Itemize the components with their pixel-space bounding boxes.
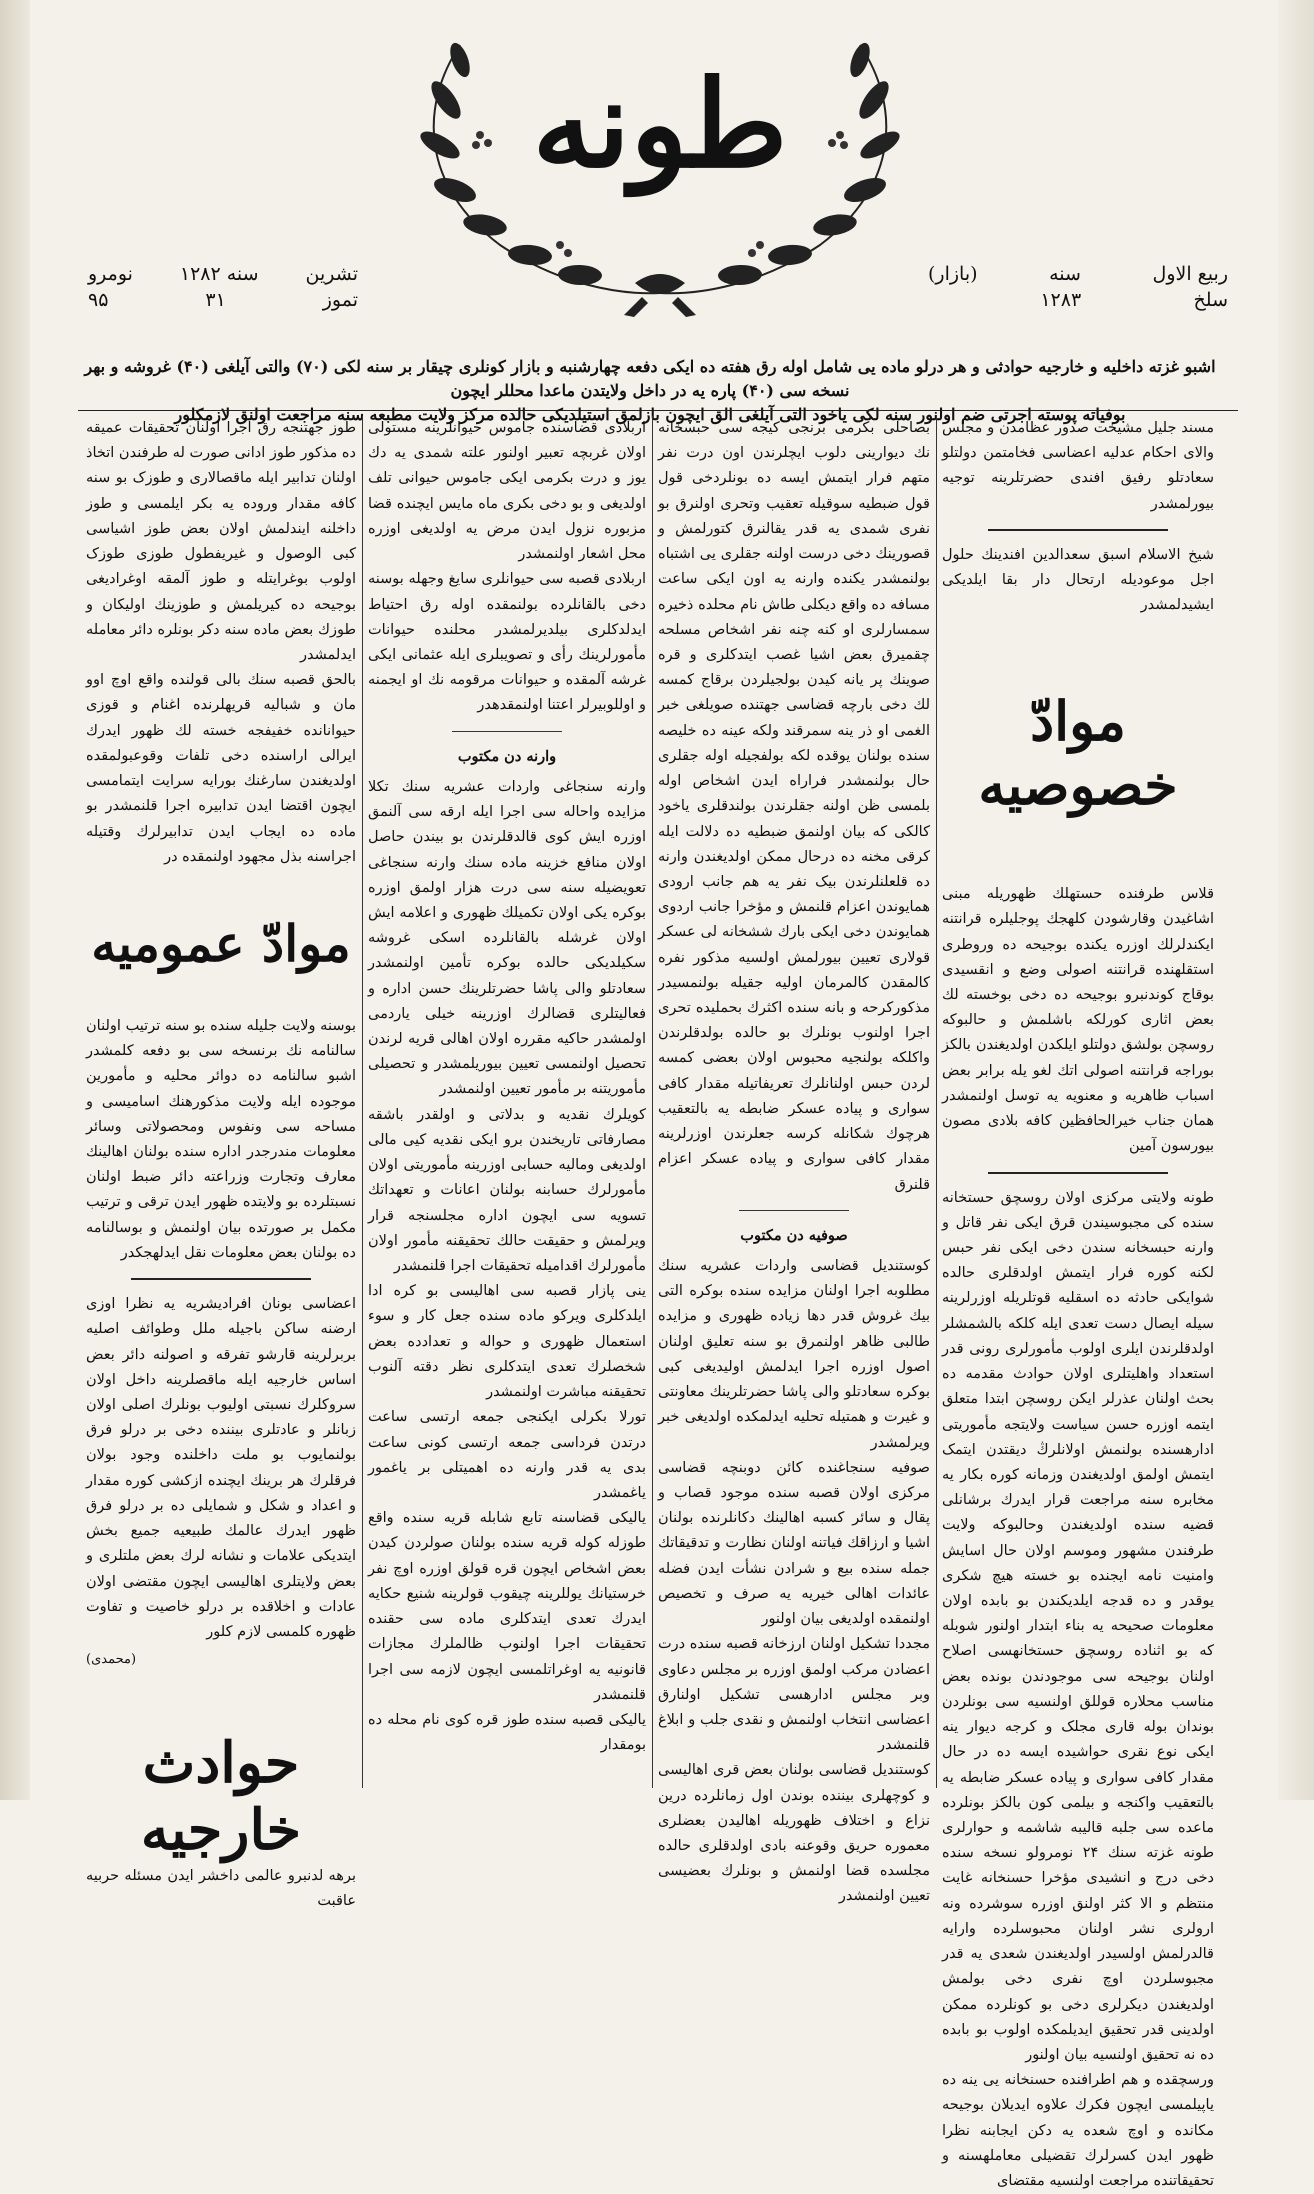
notice-line-2: بوفیاته پوسته اجرتی ضم اولنور سنه لکی یاخود التی آیلغی الق ایچون بازلمق استیلدیکی حالده مرکز ولایت مطبعه سنه مراجعت اولنق لازمکلور [174,405,1126,424]
col4-paragraph-2: بالحق قصبه سنك بالی قولنده واقع اوچ اوو مان و شبالیه قریهلرنده اغنام و قوزی حیوانانده خفیفجه خسته لك ظهور ایدرك ایرالی اراسنده دخی تلفات وقوعبولمقده اولدیغندن سارغنك بورایه سرایت ایتمامسی ایچون اقتضا ایدن تدابیره اجرا قلنمشدر بو ماده ده ایجاب ایدن تدابیرلرك وقتیله اجراسنه بذل مجهود اولنمقده در [86,672,356,865]
col4-paragraph-4: اعضاسی بونان افرادیشریه یه نظرا اوزی ارضنه ساکن باجیله ملل وطوائف اصلیه بربرلرینه قارشو تفرقه و اصولنه دائر بعض اساس خارجیه ایله ماقصلرینه داخل اولان سروکلرك نسبتی اولیوب بونلرك اصلی اولان زبانلر و عادتلری بیننده دخی بر درلو فرق بولنمایوب بو ملت داخلنده وجود بولان فرقلرك هر برینك ایچنده ازکشی کوره مقدار و اعداد و شکل و شمایلی ده بر درلو فرق ظهور ایدرك عالمك طبیعیه جمیع بخش ایتدیکی علامات و نشانه لرك بعض ملتلری و بعض ولایتلری اهالیسی ایچون مقتضی اولان عادات و اخلاقده بر درلو خاصیت و تفاوت ظهوره کلمسی لازم کلور [86,1296,356,1640]
col1-paragraph-1: مسند جلیل مشیخت صدور عظامدن و مجلس والای احکام عدلیه اعضاسی فخامتمن دولتلو سعادتلو رفیق افندی حضرتلرینه توجیه بیورلمشدر [942,420,1214,512]
section-heading-foreign-news: حوادث خارجیه [140,1729,302,1863]
date-right-r1-c: (بازار) [928,263,978,285]
col1-paragraph-4: طونه ولایتی مرکزی اولان روسچق حستخانه سنده کی مجبوسیندن قرق ایکی نفر قاتل و وارنه حبسخانه سندن دخی ایکی نفر حبس لکنه کوره فرار ایتمش اولدقلری حالده شوایکی حادثه ده اسقلیه قوتلریله اوزرلرینه سیله ایصال دست تعدی ایله کلکه بالشمشلر اولدقلرندن ایلری اولوب مأمورلری رونی قدر استعداد واهلیتلری اولان حوادث مقدمه ده بحث اولنان عذرلر ایکن روسچن ابتدا متعلق ایتمه اوزره حسن سیاست ولایتجه مأموریتی ادارهسنده بولنمش اولانلرڭ دیقتدن ایتمک ایتمش اولمق اولدیغندن وزمانه کوره بکار یه مخابره سنه مراجعت قرار ایدرك برشانلی قضیه سنده اولدیغندن وحالبوکه ولایت طرفندن مشهور وموسم اولان حال اسایش وامنیت نامه ایجنده بو خسته هیچ شکری یوقدر و ده قدجه ایلدیکندن بو بابده اولان معلومات صحیحه یه بناء ابتدار اولنور شوبله که بو اثناده روسچق حستخانهسی اصلاح اولنان بوجیحه سی موجودندن بونده بعض مناسب محلاره قوللق اولنسیه سی بونلردن بوندان بوله قاری مجلک و کرجه دیوار ینه ایکی نوع نقری حواشیده ایسه ده در حال مقدار کافی سواری و پیاده عسکر ضابطه یه بالتعقیب واکنجه و بیلمی کون بالکز بونلرده ماعده سی جلبه قالیبه شاشمه و حوارلری طونه غزته سنك ۲۴ نومرولو نسخه سنده دخی درج و انشیدی مؤخرا حسنخانه غایت منتظم و الا کثر اولنق اوزره سوشرده ونه ارولری نشر اولنان محبوسلرده وارایه قالدرلمش اولسیدر اولدیغندن شعدی یه قدر مجبوسلردن اوچ نفری دخی بولمش اولدیغندن دیکرلری دخی بو کونلرده ممکن اولدینی قدر تحقیق ایدیلمکده اولوب بو بابده ده نه تحقیق اولنسیه بیان اولنور [942,1189,1215,2063]
col3-paragraph-3: وارنه سنجاغی واردات عشریه سنك تکلا مزایده واحاله سی اجرا ایله ارقه سی آلنمق اوزره ایش کوی قالدقلرندن بو بیندن حاصل اولان منافع خزینه ماده سنك وارنه سنجاغی تعویضیله سنه سی درت هزار اولمق اوزره بوکره یکی اولان تکمیلك ظهوری و اعلامه ایش اولان غرشله بالقانلرده اسکی غروشه سکیلدیکی حالده بوکره تأمین اولنمشدر سعادتلو والی پاشا حضرتلرینك حسن اداره و فعالیتلری قضالرك اوزرینه خیلی یاردمی اولمشدر حاکیه مقرره اولان اهالی قریه لرندن تحصیل اولنمسی تعیین بیوریلمشدر و تحصیلی مأموریتنه بر مأمور تعیین اولنمشدر [368,778,646,1098]
column-divider [936,416,937,1788]
date-left-r2-c: ۹۵ [88,288,109,311]
column-1 [942,416,1215,2190]
section-heading-special: موادّ خصوصیه [978,688,1178,818]
col3-paragraph-1: اربلادی قضاسنده جاموس حیوانلرینه مستولی اولان غربچه تعبیر اولنور علته شمدی یه دك یوز و درت بکرمی ایکی جاموس حیوانی تلف اولدیغی و بو دخی بکری ماه مایس ایچنده قضا مزبوره نزول ایدن مرض یه اولدیغی اوزره محل اشعار اولنمشدر [368,420,646,563]
col3-paragraph-2: اربلادی قصبه سی حیوانلری سایغ وجهله بوسنه دخی بالقانلرده بولنمقده اوله رق احتیاط ایدلدکلری بیلدیرلمشدر محلنده حیوانات مأمورلرینك رأی و تصویبلری ایله عثمانی ایکی غرشه آلمقده و حیوانات مرقومه نك او ایجمنه و اوللوبیرلر اعتنا اولنمقدهدر [368,571,646,714]
subheading-varna-letter: وارنه دن مکتوب [457,747,557,765]
date-right-r2-b: ۱۲۸۳ [1040,288,1082,311]
date-right-r1-a: ربیع الاول [1152,263,1228,285]
col2-paragraph-2: کوستندیل قضاسی واردات عشریه سنك مطلوبه اجرا اولنان مزایده سنده بوکره التی بیك غروش قدر دها زیاده ظهوری و مزایده طالبی ظاهر اولنمرق بو سنه تعلیق اولنان اصول اوزره اجرا ایدلمش اولیدیغی کبی بوکره سعادتلو والی پاشا حضرتلرینك معاونتی و غیرت و همتیله تحلیه ایدلمکده اولدیغی خبر ویرلمشدر [658,1258,930,1451]
date-right-r2-a: سلخ [1193,288,1228,311]
separator-rule [131,1278,311,1280]
col1-paragraph-2: شیخ الاسلام اسبق سعدالدین افندینك حلول اجل موعودیله ارتحال دار بقا ایلدیکی ایشیدلمشدر [942,546,1214,614]
separator-rule [452,731,562,732]
header-rule [78,410,1238,411]
col4-paragraph-3: بوسنه ولایت جلیله سنده بو سنه ترتیب اولنان سالنامه نك برنسخه سی بو دفعه کلمشدر اشبو سالنامه ده دوائر محلیه و مأمورین موجوده ایله ولایت مذکورهنك اسامیسی و مساحه سی ونفوس ومحصولاتی وسائر معلومات مندرجدر اداره سنده بولنان اهالینك معارف وتجارت وزراعته دائر ضبط اولنان نسبتلرده بو ولایتده ظهور ایدن ترقی و ترتیب مکمل بر صورتده بیان اولنمش و بوسالنامه ده بولنان بعض معلومات نقل ایدلهجکدر [86,1017,356,1261]
hijri-date-block [928,262,1228,313]
date-left-r1-a: تشرین [305,263,358,285]
date-right-r1-b: سنه [1049,263,1081,285]
col4-paragraph-1: طوز جهتنجه رق اجرا اولنان تحقیقات عمیقه ده مذکور طوز ادانی صورت له طرفندن اتخاذ اولنان تدابیر ایله ماقصالاری و طوزک بو سنه کافه مقدار وروده یه بکر ایلمسی و طوز داخلنه ایندلمش اولان بعض طوز اشیاسی کبی الوصول و غیریفطول طوزی طوزک اولوب بوغرایتله و طوز آلمقه اوغرادیغی بوجیحه ده کیریلمش و طوزینك اولیکان و طوزك بعض ماده سنه دکر بونلره دائر معامله ایدلمشدر [86,420,356,663]
col2-paragraph-4: مجددا تشکیل اولنان ارزخانه قصبه سنده درت اعضادن مرکب اولمق اوزره بر مجلس دعاوی وبر مجلس ادارهسی تشکیل اولنارق اعضاسی انتخاب اولنمش و نقدی جلب و ابلاغ قلنمشدر [658,1636,930,1754]
column-2 [658,416,930,1905]
date-left-r1-c: نومرو [88,263,133,285]
col4-paragraph-5: برهه لدنبرو عالمی داخشر ایدن مسئله حربیه عاقبت [86,1868,356,1910]
col2-paragraph-3: صوفیه سنجاغنده کائن دوبنچه قضاسی مرکزی اولان قصبه سنده موجود قصاب و پقال و سائر کسبه اهالینك دکانلرنده بولنان اشیا و ارزاقك فیاتنه اولنان نظارت و تدقیقاتك جمله سنده بیع و شرادن نشأت ایدن فضله عائدات اهالی خیریه یه صرف و تخصیص اولنمقده اولدیغی بیان اولنور [658,1459,930,1628]
date-left-r2-b: ۳۱ [205,288,226,311]
col2-paragraph-5: کوستندیل قضاسی بولنان بعض قری اهالیسی و کوچهلری بیننده بوندن اول زمانلرده درین نزاع و اختلاف ظهوریله اهالیدن بعضلری معموره حریق وقوعنه بادی اولدقلری حالده مجلسده قضا اولنمش و بونلرك بعضیسی تعیین اولنمشدر [658,1762,930,1905]
col3-paragraph-7: یالیکی قضاسنه تابع شابله قریه سنده واقع طوزله کوله قریه سنده بولنان صولردن کیدن بعض اشخاص ایچون قره قولق اوزره اوچ نفر خرستیانك یوللرینه چیقوب قولرینه شنیع حکایه ایدرك تعدی ایتدکلری ماده سی حقنده تحقیقات اجرا اولنوب ظالملرك مجازات قانونیه یه اوغراتلمسی ایچون لازمه سی اجرا قلنمشدر [368,1510,646,1703]
date-left-r1-b: سنه ۱۲۸۲ [179,263,259,285]
col3-paragraph-4: کویلرك نقدیه و بدلاتی و اولقدر باشقه مصارفاتی تاریخندن برو ایکی نقدیه کیی مالی اولدیغی ومالیه حسابی اوزرینه مأموریتی اولان مأمورلرك حسابنه بولنان اعانات و تعهداتك تسویه سی ایچون اداره مجلسنجه قرار ویرلمش و حقیقت حالك تحقیقنه مأمور اولان مأمورلرك اقدامیله تحقیقات اجرا قلنمشدر [368,1106,646,1274]
separator-rule [988,1172,1168,1174]
column-3 [368,416,646,1788]
col2-paragraph-1: بصاحلی بکرمی برنجی کیجه سی حبسخانه نك دیوارینی دلوب ایچلرندن اون درت نفر متهم فرار ایتمش ایسه ده بونلردخی قول قول ضبطیه سوقیله تعقیب وتحری اولنرق بو نفری شمدی یه قدر یقالنرق کتورلمش و قصورینك دخی درست اولنه جقلری یی اشتباه بولنمشدر یکنده وارنه یه اون ایکی ساعت مسافه ده واقع دیکلی طاش نام محلده ذخیره سمسارلری او کنه چنه نفر اشخاص مسلحه چقمیرق بعض اشیا غصب ایتدکلری و قره صوینك پر یانه کیدن بولجیلردن برقاج کمسه لك دخی بارچه قضاسی جهتنده صویلغی خبر الغمی او ذر ینه سمرقند ولکه عینه ده خلیصه سنده بولنان یوقده لکه بولفجیله اوله جقلری حال بولنمشدر فراراه ایدن اشخاص اوله بلمسی ظن اولنه جقلرندن بولندقلری یاخود کالکی که بیان اولنمق ضبطیه ده دلالت ایله کرقی مخنه ده درحال ممکن اولدیغندن وارنه ده قلعلنلرندن بیک نفر یه هم جانب ارودی همایوندن اعزام قلنمش و مؤخرا جانب اردوی همایوندن دخی ایکی بارك ششخانه لی عسکر قولاری تعیین بیورلمش اولسیه مذکور نفره کالمقدن کالمرمان اولیه جقیله بولنمسیدر مذکورکرحه و بانه سنده اکثرك بحملیده تحری اجرا اولنوب بونلرك بو حالده بولدقلرندن واکلکه بولنجیه محبوس اولان بعضی کمسه لردن حبس اولنانلرك تعریفاتیله مقدار کافی سواری و پیاده عسکر ضابطه یه بالتعقیب هرچوك شکانله کرسه جعلرندن اوزرلرینه مقدار کافی سواری و پیاده عسکر اعزام قلنرق [658,420,930,1193]
author-signature: (محمدی) [86,1652,137,1668]
issue-date-block [88,262,358,313]
newspaper-title: طونه [532,54,788,195]
section-heading-general: موادّ عمومیه [91,913,351,973]
date-left-r2-a: تموز [322,288,358,311]
subheading-sofia-letter: صوفیه دن مکتوب [740,1226,848,1244]
masthead [380,15,940,315]
separator-rule [988,529,1168,531]
notice-line-1: اشبو غزته داخلیه و خارجیه حوادثی و هر درلو ماده یی شامل اوله رق هفته ده ایکی دفعه چهارشنبه و بازار کونلری چیقار بر سنه لکی (۷۰) والتی آیلغی (۴۰) غروشه و بهر نسخه سی (۴۰) پاره یه در داخل ولایتدن ماعدا محللر ایچون [84,357,1216,400]
column-divider [362,416,363,1788]
column-divider [652,416,653,1788]
col1-paragraph-5: ورسچقده و هم اطرافنده حسنخانه یی ینه ده یاپیلمسی ایچون فکرك علاوه ایدیلان بوجیحه مکانده و اوچ شعده یه دکن ایجابنه نظرا ظهور ایدن کسرلرك تقضیلی معاملهسنه و تحقیقاتنده مراجعت اولنسیه مقتضای [942,2072,1214,2190]
col3-paragraph-8: یالیکی قصبه سنده طوز قره کوی نام محله ده بومقدار [368,1711,646,1754]
col3-paragraph-5: ینی پازار قصبه سی اهالیسی بو کره ادا ایلدکلری ویرکو ماده سنده جعل کار و سوء استعمال ظهوری و حواله و تعدادده بعض شخصلرك تعدی ایتدکلری نظر دقته آلنوب تحقیقنه مباشرت اولنمشدر [368,1283,646,1401]
separator-rule [739,1210,849,1211]
col1-paragraph-3: قلاس طرفنده حستهلك ظهوریله مبنی اشاغیدن وقارشودن کلهجك پوجلیلره قرانتنه ایکندلرلك اوزره یکنده بوجیحه ده وروطری استقلهنده قرانتنه اصولی وضع و انقسیدی بوقاج کوندنبرو بوجیحه ده دخی بوخسته لك بعض اثاری کورلکه باشلمش و حالبوکه روسچن بولشق دولتلو ایلکدن اولدیغندن بالکز بوراجه قرانتنه اصولی اتك لغو یله برابر بعض اسباب ظاهریه و معنویه یه توسل اولنمشدر همان جناب خیرالحافظین کافه بلادی مصون بیورسون آمین [942,886,1214,1155]
col3-paragraph-6: تورلا بکرلی ایکنجی جمعه ارتسی ساعت درتدن فرداسی جمعه ارتسی کونی ساعت بدی یه قدر وارنه ده اهمیتلی بر یاغمور یاغمشدر [368,1409,646,1501]
column-4 [86,416,356,1910]
